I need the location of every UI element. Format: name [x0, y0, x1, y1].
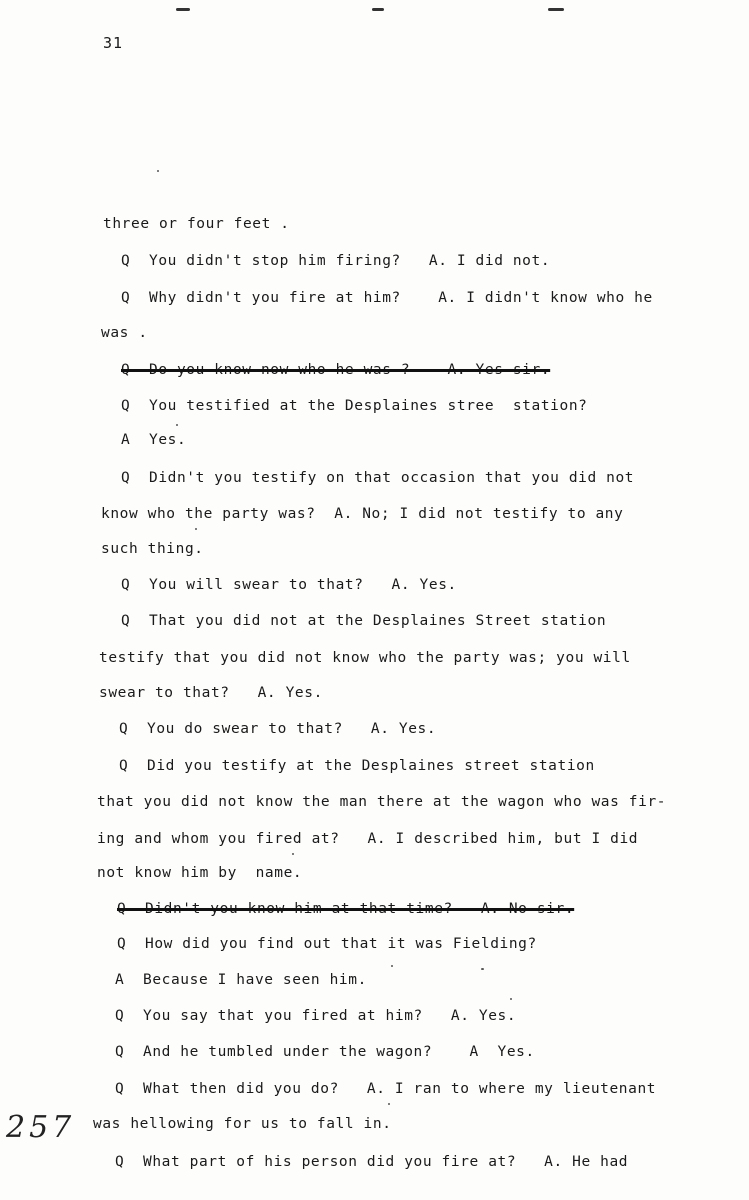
scan-speck [176, 424, 178, 426]
transcript-line: three or four feet . [103, 216, 290, 232]
page-number: 31 [103, 34, 124, 52]
scan-speck [481, 968, 484, 970]
handwritten-margin-note: 257 [6, 1110, 76, 1145]
scan-speck [292, 853, 294, 855]
transcript-line: Q What then did you do? A. I ran to where my lieutenant [115, 1081, 657, 1097]
scan-mark [372, 8, 384, 11]
transcript-line: such thing. [101, 541, 204, 557]
scan-mark [176, 8, 190, 11]
transcript-line: Q Why didn't you fire at him? A. I didn't know who he [121, 290, 653, 306]
struck-transcript-line: Q Do you know now who he was ? A. Yes sir. [121, 362, 551, 378]
transcript-line: was . [101, 325, 148, 341]
transcript-line: Q You will swear to that? A. Yes. [121, 577, 457, 593]
transcript-line: Q What part of his person did you fire at? A. He had [115, 1154, 629, 1170]
transcript-line: not know him by name. [97, 865, 303, 881]
transcript-line: A Because I have seen him. [115, 972, 367, 988]
scan-speck [388, 1103, 390, 1105]
transcript-line: Q You say that you fired at him? A. Yes. [115, 1008, 517, 1024]
transcript-line: A Yes. [121, 432, 187, 448]
transcript-line: Q Didn't you testify on that occasion that you did not [121, 470, 635, 486]
transcript-line: swear to that? A. Yes. [99, 685, 323, 701]
struck-transcript-line: Q Didn't you know him at that time? A. No sir. [117, 901, 575, 917]
transcript-line: Q Did you testify at the Desplaines street station [119, 758, 595, 774]
transcript-line: Q How did you find out that it was Fielding? [117, 936, 537, 952]
transcript-line: that you did not know the man there at the wagon who was fir- [97, 794, 667, 810]
scan-speck [391, 965, 393, 967]
transcript-line: Q You testified at the Desplaines stree station? [121, 398, 588, 414]
transcript-line: was hellowing for us to fall in. [93, 1116, 392, 1132]
scan-speck [195, 528, 197, 530]
transcript-line: Q You didn't stop him firing? A. I did not. [121, 253, 551, 269]
transcript-line: Q You do swear to that? A. Yes. [119, 721, 437, 737]
transcript-line: ing and whom you fired at? A. I described him, but I did [97, 831, 639, 847]
transcript-line: testify that you did not know who the party was; you will [99, 650, 631, 666]
scan-mark [548, 8, 564, 11]
transcript-line: know who the party was? A. No; I did not testify to any [101, 506, 624, 522]
transcript-line: Q That you did not at the Desplaines Street station [121, 613, 607, 629]
scan-speck [157, 170, 159, 172]
scan-speck [510, 998, 512, 1000]
transcript-line: Q And he tumbled under the wagon? A Yes. [115, 1044, 535, 1060]
